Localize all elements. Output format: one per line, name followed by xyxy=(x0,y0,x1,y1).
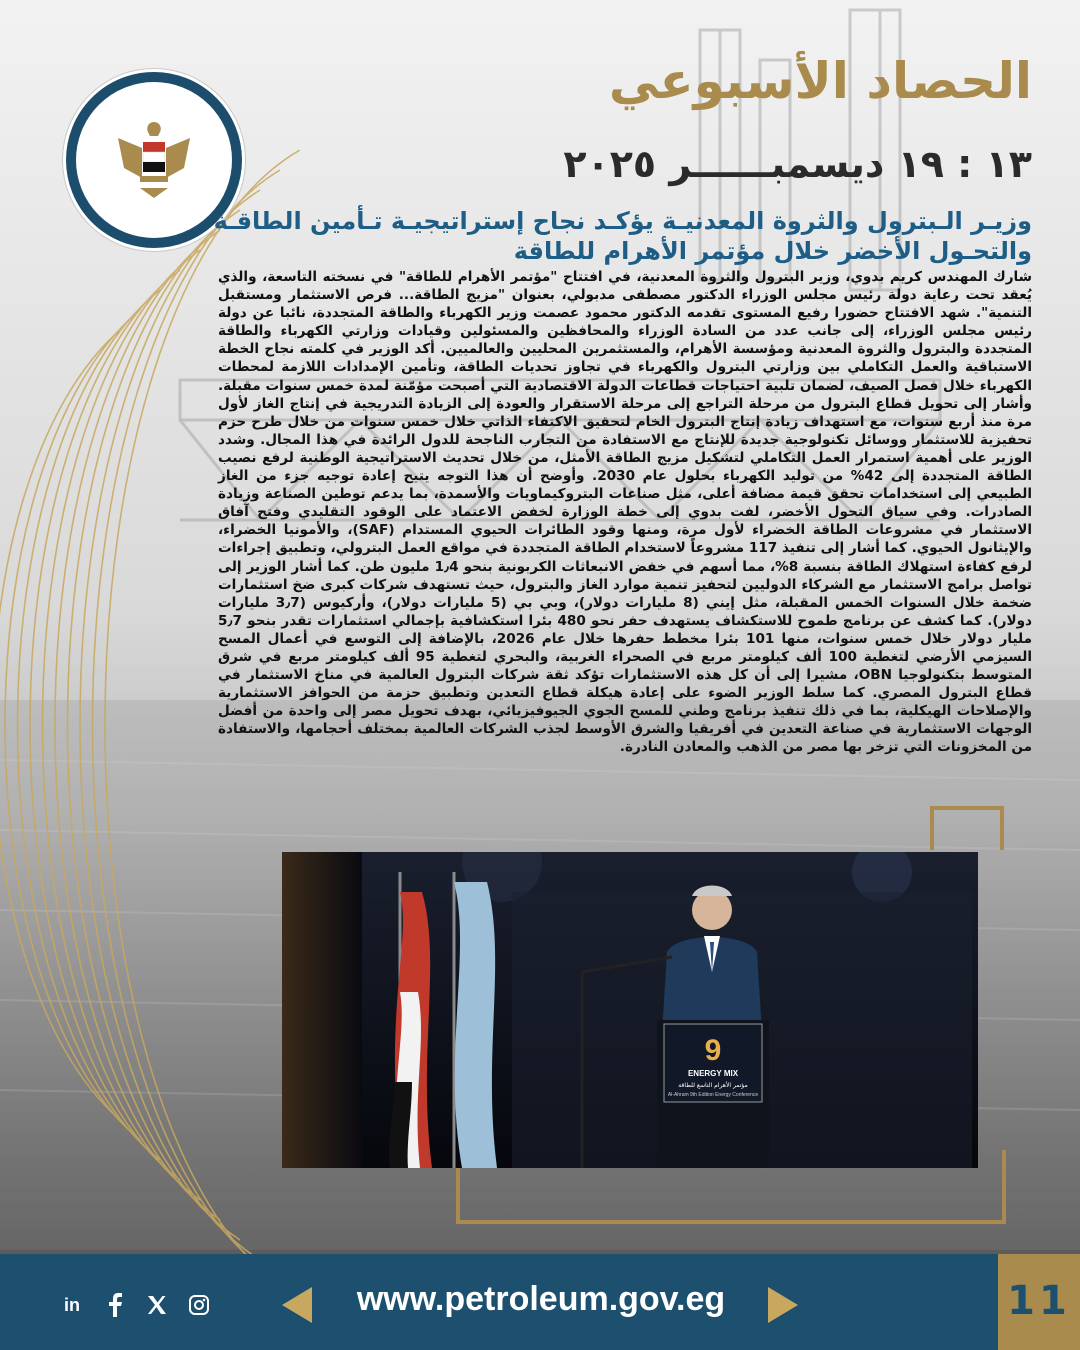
linkedin-icon[interactable] xyxy=(56,1288,90,1322)
website-link[interactable]: www.petroleum.gov.eg xyxy=(356,1280,726,1318)
podium-number: 9 xyxy=(704,1034,722,1067)
article-body: شارك المهندس كريم بدوي، وزير البترول والثروة المعدنية، في افتتاح "مؤتمر الأهرام للطاقة" في نسخته التاسعة، والذي يُعقد تحت رعاية دولة رئيس مجلس الوزراء الدكتور مصطفى مدبولي، بعنوان "مزيج الطاقة... فرص الاستثمار ومستقبل التنمية". شهد الافتتاح حضورا رفيع المستوى تقدمه الدكتور محمود عصمت وزير الكهرباء والطاقة المتجددة، نائبا عن دولة رئيس مجلس الوزراء، إلى جانب عدد من السادة الوزراء والمحافظين والمسئولين وقيادات وزارتي الكهرباء والطاقة المتجددة والبترول والثروة المعدنية ومؤسسة الأهرام، والمستثمرين المحليين والعالميين. أكد الوزير في كلمته نجاح الخطة الاستباقية والعمل التكاملي بين وزارتي البترول والكهرباء في تجاوز تحديات الطاقة، وتأمين الإمدادات اللازمة لمحطات الكهرباء خلال فصل الصيف، لضمان تلبية احتياجات قطاعات الدولة الاقتصادية التي أصبحت مؤمّنة لمدة خمس سنوات مقبلة. وأشار إلى تحويل قطاع البترول من مرحلة التراجع إلى مرحلة الاستقرار والعودة إلى الزيادة التدريجية في إنتاج الغاز لأول مرة منذ أربع سنوات، مع استهداف زيادة إنتاج البترول الخام لتحقيق الاكتفاء الذاتي خلال خمس سنوات من خلال طرح حزم تحفيزية للاستثمار ووسائل تكنولوجية جديدة للإنتاج مع الاستفادة من التجارب الناجحة للدول الرائدة في هذا المجال. وشدد الوزير على أهمية استمرار العمل التكاملي لتشكيل مزيج الطاقة الأمثل، من خلال تحديث الاستراتيجية الوطنية لرفع نصيب الطاقة المتجددة إلى 42% من توليد الكهرباء بحلول عام 2030. وأوضح أن هذا التوجه يتيح إعادة توجيه جزء من الغاز الطبيعي إلى استخدامات تحقق قيمة مضافة أعلى، مثل صناعات البتروكيماويات والأسمدة، بما يدعم توطين الصناعة وزيادة الصادرات. وفي سياق التحول الأخضر، لفت بدوي إلى خطة الوزارة لخفض الاعتماد على الوقود التقليدي وفتح آفاق الاستثمار في مشروعات الطاقة الخضراء لأول مرة، ومنها وقود الطائرات الحيوي المستدام (SAF)، والأمونيا الخضراء، والإيثانول الحيوي. كما أشار إلى تنفيذ 117 مشروعاً لاستخدام الطاقة المتجددة في مواقع العمل البترولي، وتطبيق إجراءات لرفع كفاءة استهلاك الطاقة بنسبة 8%، مما أسهم في خفض الانبعاثات الكربونية بنحو 1٫4 مليون طن. كما أشار الوزير إلى تواصل برامج الاستثمار مع الشركاء الدوليين لتحفيز تنمية موارد الغاز والبترول، حيث تستهدف شركات كبرى ضخ استثمارات ضخمة خلال السنوات الخمس المقبلة، مثل إيني (8 مليارات دولار)، وبي بي (5 مليارات دولار)، وأركيوس (3٫7 مليارات دولار). كما كشف عن برنامج طموح للاستكشاف يستهدف حفر نحو 480 بئرا استكشافية بإجمالي استثمارات تقدر بنحو 5٫7 مليار دولار خلال خمس سنوات، منها 101 بئرا مخطط حفرها خلال عام 2026، بالإضافة إلى التوسع في أعمال المسح السيزمي الأرضي لتغطية 100 ألف كيلومتر مربع في الصحراء الغربية، والبحري لتغطية 95 ألف كيلومتر مربع في شرق المتوسط بتكنولوجيا OBN، مشيرا إلى أن كل هذه الاستثمارات تؤكد ثقة شركات البترول العالمية في مناخ الاستثمار في قطاع البترول المصري. كما سلط الوزير الضوء على إعادة هيكلة قطاع التعدين وتطبيق حزمة من الحوافز الاستثمارية والإصلاحات الهيكلية، بما في ذلك تنفيذ برنامج وطني للمسح الجوي الجيوفيزيائي، بهدف تحويل مصر إلى واحدة من أفضل الوجهات الاستثمارية في صناعة التعدين في أفريقيا والشرق الأوسط لجذب الشركات العالمية بمختلف أحجامها، والاستفادة من المخزونات التي تزخر بها مصر من الذهب والمعادن النادرة. xyxy=(218,269,1033,756)
instagram-icon[interactable] xyxy=(182,1288,216,1322)
podium-english-title: Al-Ahram 9th Edition Energy Conference xyxy=(667,1092,759,1098)
previous-arrow-icon[interactable] xyxy=(282,1287,312,1323)
svg-text:in: in xyxy=(64,1295,80,1315)
podium-arabic-title: مؤتمر الأهرام التاسع للطاقة xyxy=(678,1082,748,1089)
event-photo xyxy=(282,852,978,1168)
date-range: ١٣ : ١٩ ديسمبــــــر ٢٠٢٥ xyxy=(563,142,1032,186)
minister-podium-image xyxy=(282,852,978,1168)
logo-text-ar: وزارة البترول والثروة المعدنية xyxy=(87,85,221,134)
eagle-emblem-icon xyxy=(112,118,196,202)
photo-frame-accent xyxy=(930,806,1004,850)
page-number: 11 xyxy=(1007,1278,1071,1324)
article-headline: وزيـر الـبترول والثروة المعدنيـة يؤكـد نجاح إستراتيجيـة تـأمين الطاقـة والتحـول الأخضر خلال مؤتمر الأهرام للطاقة xyxy=(213,207,1032,265)
logo-text-en: Ministry of Petroleum & Mineral Resources xyxy=(81,166,227,234)
facebook-icon[interactable] xyxy=(98,1288,132,1322)
page-title: الحصاد الأسبوعي xyxy=(608,52,1032,110)
next-arrow-icon[interactable] xyxy=(768,1287,798,1323)
x-icon[interactable] xyxy=(140,1288,174,1322)
podium-energy-mix: ENERGY MIX xyxy=(687,1069,739,1078)
